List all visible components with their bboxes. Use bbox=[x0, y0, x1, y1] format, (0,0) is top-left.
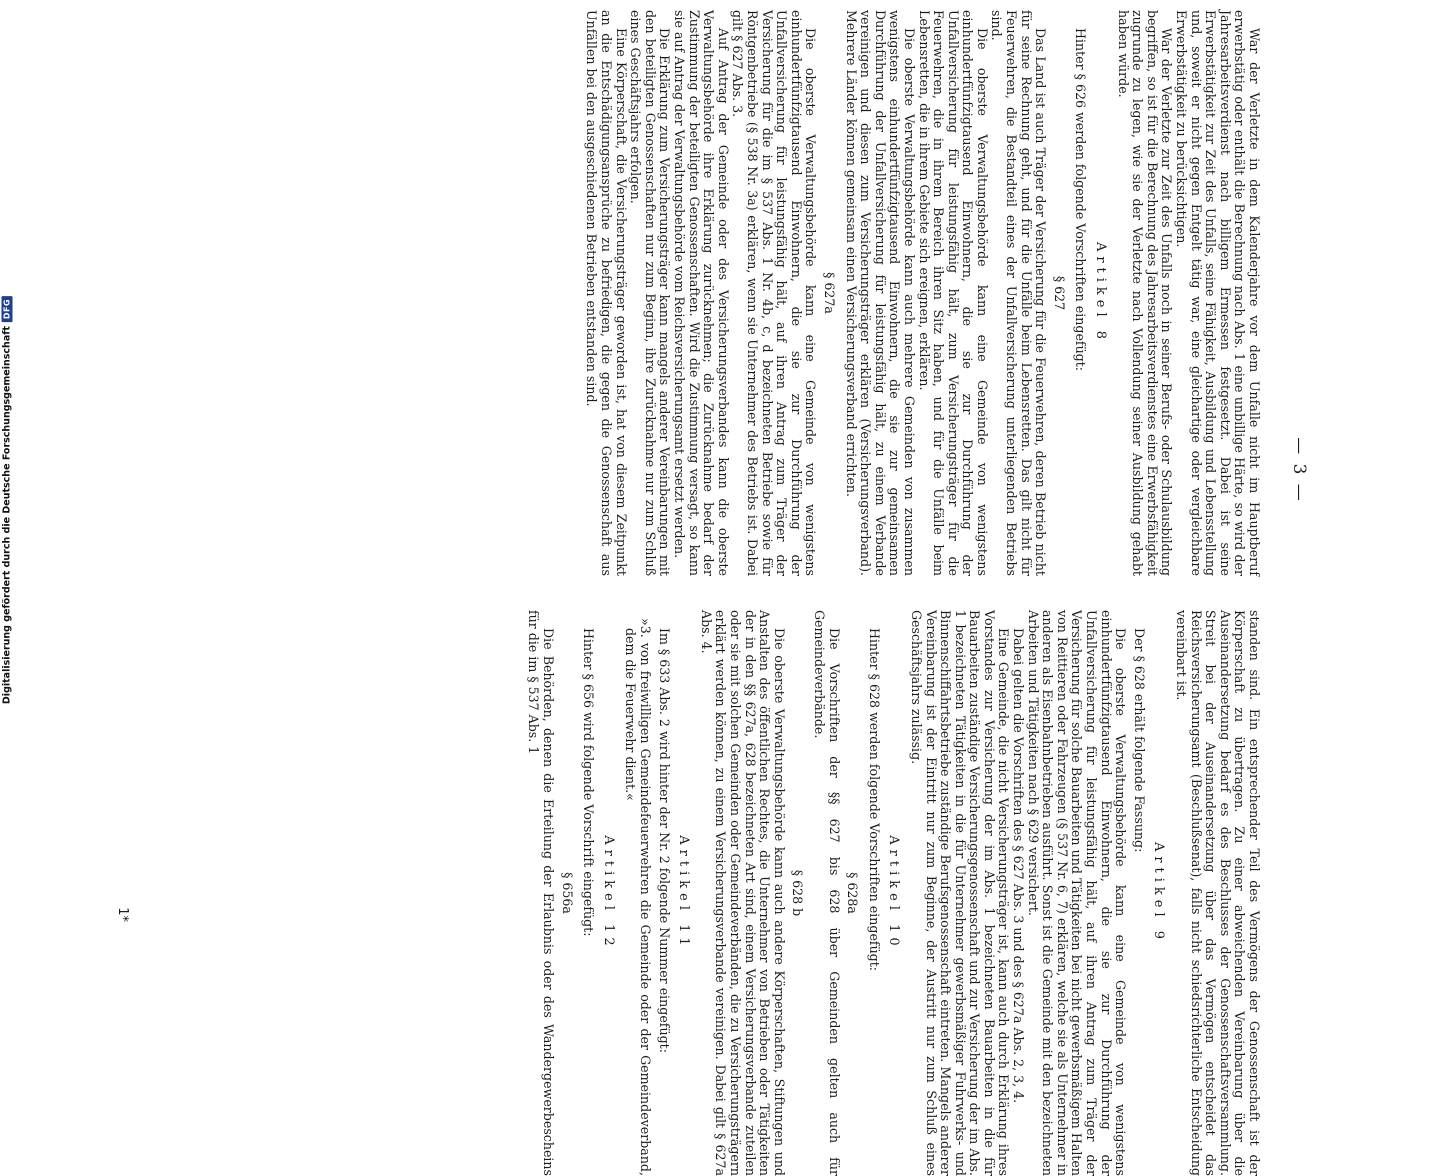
article-heading: Artikel 10 bbox=[886, 835, 902, 951]
paragraph: Die oberste Verwaltungsbehörde kann eine Gemeinde von wenigstens einhundertfünfzigtausend Einwohnern, die sie zur Durchführung der Unfallversicherung für leistungsfähig hält, auf ihren Antrag zum Träger der Versicherung für solche Bauarbeiten und Tätigkeiten bei nicht gewerbsmäßigem Halten von Reittieren oder Fahrzeugen (§ 537 Nr. 6, 7) erklären, welche sie als Unternehmer in anderen als Eisenbahnbetrieben ausführt. Sonst ist die Gemeinde mit den bezeichneten Arbeiten und Tätigkeiten nach § 629 versichert. bbox=[1025, 610, 1129, 1176]
page-number-header: — 3 — bbox=[1289, 437, 1309, 503]
paragraph: Eine Gemeinde, die nicht Versicherungsträger ist, kann auch durch Erklärung ihres Vorstandes zur Versicherung der im Abs. 1 bezeichneten Bauarbeiten in die für Bauarbeiten zuständige Versicherungsgenossenschaft und zur Versicherung der im Abs. 1 bezeichneten Tätigkeiten in die für Unternehmer gewerbsmäßiger Fuhrwerks- und Binnenschiffahrtsbetriebe zuständige Berufsgenossenschaft eintreten. Mangels anderer Vereinbarung ist der Eintritt nur zum Beginne, der Austritt nur zum Schluß eines Geschäftsjahrs zulässig. bbox=[908, 610, 1012, 1176]
article-heading: Artikel 9 bbox=[1151, 841, 1167, 945]
paragraph: Dabei gelten die Vorschriften des § 627 Abs. 3 und des § 627a Abs. 2, 3, 4. bbox=[1011, 628, 1027, 1104]
credit-text: Digitalisierung gefördert durch die Deutsche Forschungsgemeinschaft bbox=[1, 326, 13, 705]
paragraph: Auf Antrag der Gemeinde oder des Versicherungsverbandes kann die oberste Verwaltungsbehörde ihre Erklärung zurücknehmen; die Zurücknahme bedarf der Zustimmung der beteiligten Genossenschaften. Wird die Zustimmung versagt, so kann sie auf Antrag der Verwaltungsbehörde vom Reichsversicherungsamt ersetzt werden. bbox=[672, 10, 731, 576]
section-heading: § 628a bbox=[845, 872, 861, 914]
paragraph: Die oberste Verwaltungsbehörde kann eine Gemeinde von wenigstens einhundertfünfzigtausend Einwohnern, die sie zur Durchführung der Unfallversicherung für leistungsfähig hält, auf ihren Antrag zum Träger der Versicherung für die im § 537 Abs. 1 Nr. 4b, c, d bezeichneten Betriebe sowie für Röntgenbetriebe (§ 538 Nr. 3a) erklären, wenn sie Unternehmer des Betriebs ist. Dabei gilt § 627 Abs. 3. bbox=[730, 10, 819, 576]
article-intro: Der § 628 erhält folgende Fassung: bbox=[1131, 628, 1147, 853]
paragraph: War der Verletzte zur Zeit des Unfalls noch in seiner Berufs- oder Schulausbildung begriffen, so ist für die Berechnung des Jahresarbeitsverdienstes eine Erwerbsfähigkeit zugrunde zu legen, wie sie der Verletzte nach Vollendung seiner Ausbildung gehabt haben würde. bbox=[1115, 10, 1175, 576]
paragraph: standen sind. Ein entsprechender Teil des Vermögens der Genossenschaft ist der Körperschaft zu übertragen. Zu einer abweichenden Vereinbarung über die Auseinandersetzung bedarf es des Beschlusses der Genossenschaftsversammlung. Streit bei der Auseinandersetzung über das Vermögen entscheidet das Reichsversicherungsamt (Beschlußsenat), falls nicht schiedsrichterliche Entscheidung vereinbart ist. bbox=[1174, 610, 1262, 1176]
paragraph: Die Erklärung zum Versicherungsträger kann mangels anderer Vereinbarungen mit den beteiligten Genossenschaften nur zum Beginn, ihre Zurücknahme nur zum Schluß eines Geschäftsjahrs erfolgen. bbox=[628, 10, 673, 576]
dfg-logo-icon: DFG bbox=[2, 296, 13, 322]
section-heading: § 628 b bbox=[790, 869, 806, 917]
article-heading: Artikel 8 bbox=[1093, 241, 1109, 345]
article-intro: Im § 633 Abs. 2 wird hinter der Nr. 2 folgende Nummer eingefügt: bbox=[656, 628, 672, 1053]
document-page bbox=[107, 10, 1327, 1176]
paragraph: Die oberste Verwaltungsbehörde kann auch andere Körperschaften, Stiftungen und Anstalten des öffentlichen Rechtes, die Unternehmer von Betrieben oder Tätigkeiten der in den §§ 627a, 628 bezeichneten Art sind, einem Versicherungsverbande zuteilen oder sie mit solchen Gemeinden oder Gemeindeverbänden, die zu Versicherungsträgern erklärt werden können, zu einem Versicherungsverbande vereinigen. Dabei gilt § 627a Abs. 4. bbox=[698, 610, 787, 1176]
left-column bbox=[584, 10, 1261, 576]
article-heading: Artikel 12 bbox=[600, 835, 616, 951]
paragraph: Das Land ist auch Träger der Versicherung für die Feuerwehren, deren Betrieb nicht für seine Rechnung geht, und für die Unfälle beim Lebensretten. Das gilt nicht für Feuerwehren, die Bestandteil eines der Unfallversicherung unterliegenden Betriebs sind. bbox=[989, 10, 1049, 576]
paragraph: Die Vorschriften der §§ 627 bis 628 über Gemeinden gelten auch für Gemeindeverbände. bbox=[811, 610, 842, 1176]
section-heading: § 627 bbox=[1051, 275, 1067, 311]
paragraph: War der Verletzte in dem Kalenderjahre vor dem Unfalle nicht im Hauptberuf erwerbstätig oder enthält die Berechnung nach Abs. 1 eine unbillige Härte, so wird der Jahresarbeitsverdienst nach billigem Ermessen festgesetzt. Dabei ist seine Erwerbstätigkeit zur Zeit des Unfalls, seine Fähigkeit, Ausbildung und Lebensstellung und, soweit er nicht gegen Entgelt tätig war, eine gleichartige oder vergleichbare Erwerbstätigkeit zu berücksichtigen. bbox=[1174, 10, 1262, 576]
article-intro: Hinter § 626 werden folgende Vorschriften eingefügt: bbox=[1073, 28, 1089, 372]
paragraph: Eine Körperschaft, die Versicherungsträger geworden ist, hat von diesem Zeitpunkt an die Entschädigungsansprüche zu befriedigen, die gegen die Genossenschaft aus Unfällen bei den ausgeschiedenen Betrieben entstanden sind. bbox=[584, 10, 629, 576]
article-intro: Hinter § 656 wird folgende Vorschrift eingefügt: bbox=[581, 628, 597, 937]
digitization-credit bbox=[0, 0, 14, 1000]
paragraph: Die Behörden, denen die Erteilung der Erlaubnis oder des Wandergewerbescheins für die im § 537 Abs. 1 bbox=[526, 610, 557, 1176]
paragraph: Die oberste Verwaltungsbehörde kann eine Gemeinde von wenigstens einhundertfünfzigtausend Einwohnern, die sie zur Durchführung der Unfallversicherung für leistungsfähig hält, zum Versicherungsträger für die Feuerwehren, die in ihrem Bereich ihren Sitz haben, und für die Unfälle beim Lebensretten, die in ihrem Gebiete sich ereignen, erklären. bbox=[916, 10, 990, 576]
paragraph: Die oberste Verwaltungsbehörde kann auch mehrere Gemeinden von zusammen wenigstens einhundertfünfzigtausend Einwohnern, die sie zur gemeinsamen Durchführung der Unfallversicherung für leistungsfähig hält, zu einem Verbande vereinigen und diesen zum Versicherungsträger erklären (Versicherungsverband). Mehrere Länder können gemeinsam einen Versicherungsverband errichten. bbox=[843, 10, 917, 576]
right-column bbox=[526, 610, 1261, 1176]
quoted-provision: »3. von freiwilligen Gemeindefeuerwehren die Gemeinde oder der Gemeindeverband, dem die Feuerwehr dient.« bbox=[623, 618, 654, 1176]
article-heading: Artikel 11 bbox=[676, 835, 692, 951]
page-footer-signature: 1* bbox=[115, 907, 130, 922]
section-heading: § 627a bbox=[821, 272, 837, 314]
section-heading: § 656a bbox=[559, 872, 575, 914]
article-intro: Hinter § 628 werden folgende Vorschriften eingefügt: bbox=[866, 628, 882, 972]
